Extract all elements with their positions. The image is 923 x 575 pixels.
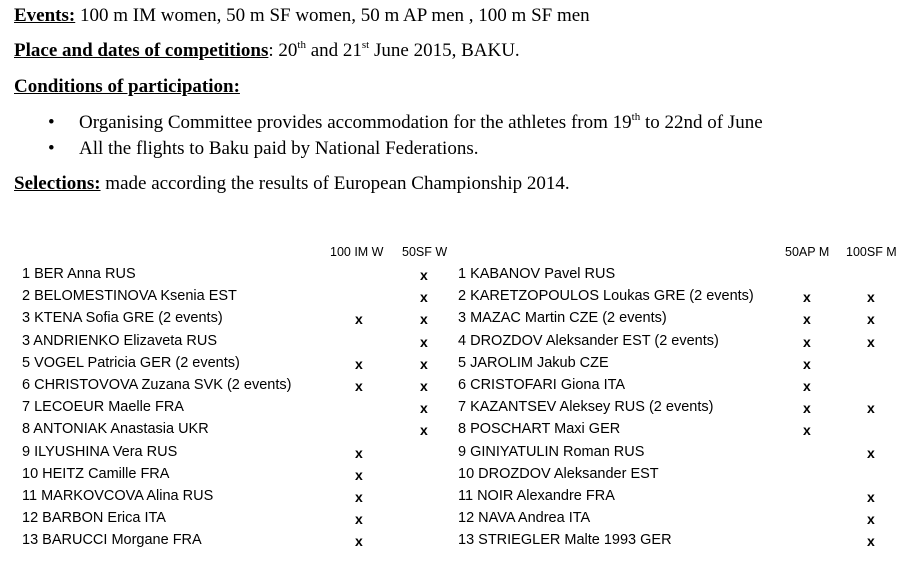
m-athlete-name: 10 DROZDOV Aleksander EST: [458, 465, 659, 482]
w-entry-mark-c1: x: [355, 533, 363, 550]
m-athlete-name: 2 KARETZOPOULOS Loukas GRE (2 events): [458, 288, 754, 305]
w-athlete-name: 13 BARUCCI Morgane FRA: [22, 532, 202, 549]
w-athlete-name: 11 MARKOVCOVA Alina RUS: [22, 488, 214, 504]
w-entry-mark-c1: x: [355, 378, 363, 394]
events-line: [14, 5, 590, 27]
w-athlete-name: 5 VOGEL Patricia GER (2 events): [22, 354, 240, 371]
events-text: 100 m IM women, 50 m SF women, 50 m AP men , 100 m SF men: [75, 5, 590, 26]
selections-line: [14, 173, 570, 195]
selections-text: made according the results of European Championship 2014.: [100, 173, 570, 194]
condition-text-1b: to 22nd of June: [640, 112, 763, 133]
place-line: [14, 40, 520, 62]
w-entry-mark-c2: x: [420, 267, 428, 283]
m-entry-mark-c1: x: [803, 378, 811, 394]
w-athlete-name: 12 BARBON Erica ITA: [22, 510, 166, 527]
m-athlete-name: 6 CRISTOFARI Giona ITA: [458, 377, 626, 393]
w-athlete-name: 3 ANDRIENKO Elizaveta RUS: [22, 332, 218, 349]
w-entry-mark-c2: x: [420, 289, 428, 306]
condition-sup: th: [631, 111, 641, 123]
m-entry-mark-c1: x: [803, 289, 811, 306]
w-entry-mark-c2: x: [420, 311, 428, 328]
w-athlete-name: 2 BELOMESTINOVA Ksenia EST: [22, 288, 237, 305]
selections-label: Selections:: [14, 173, 101, 194]
conditions-heading: [14, 76, 240, 98]
m-entry-mark-c2: x: [867, 289, 875, 306]
m-athlete-name: 3 MAZAC Martin CZE (2 events): [458, 310, 667, 327]
m-athlete-name: 11 NOIR Alexandre FRA: [458, 488, 615, 504]
condition-item-1: [48, 112, 763, 134]
m-entry-mark-c2: x: [867, 511, 875, 528]
m-entry-mark-c1: x: [803, 422, 811, 439]
col-header-100im-w: 100 IM W: [330, 245, 384, 259]
m-athlete-name: 7 KAZANTSEV Aleksey RUS (2 events): [458, 399, 714, 416]
m-entry-mark-c2: x: [867, 444, 875, 461]
bullet-icon: •: [48, 138, 55, 159]
place-sup2: st: [361, 39, 370, 51]
m-athlete-name: 9 GINIYATULIN Roman RUS: [458, 443, 645, 460]
place-label: Place and dates of competitions: [14, 40, 269, 61]
m-entry-mark-c2: x: [867, 533, 875, 550]
m-entry-mark-c1: x: [803, 311, 811, 328]
place-colon: : 20: [268, 40, 298, 61]
m-entry-mark-c1: x: [803, 400, 811, 417]
w-athlete-name: 1 BER Anna RUS: [22, 266, 136, 282]
w-entry-mark-c2: x: [420, 378, 428, 394]
m-athlete-name: 13 STRIEGLER Malte 1993 GER: [458, 532, 672, 549]
w-entry-mark-c1: x: [355, 489, 363, 505]
bullet-icon: •: [48, 112, 55, 133]
w-athlete-name: 9 ILYUSHINA Vera RUS: [22, 443, 178, 460]
w-athlete-name: 6 CHRISTOVOVA Zuzana SVK (2 events): [22, 377, 292, 393]
place-end: June 2015, BAKU.: [369, 40, 520, 61]
w-entry-mark-c2: x: [420, 422, 428, 439]
m-entry-mark-c2: x: [867, 311, 875, 328]
w-entry-mark-c1: x: [355, 311, 363, 328]
w-athlete-name: 8 ANTONIAK Anastasia UKR: [22, 421, 209, 438]
condition-text-2: All the flights to Baku paid by National Federations.: [79, 138, 479, 159]
conditions-label: Conditions of participation:: [14, 76, 240, 97]
w-entry-mark-c1: x: [355, 355, 363, 372]
condition-text-1a: Organising Committee provides accommodation for the athletes from 19: [79, 112, 632, 133]
col-header-50ap-m: 50AP M: [785, 245, 830, 259]
m-athlete-name: 1 KABANOV Pavel RUS: [458, 266, 616, 282]
place-sup1: th: [297, 39, 306, 51]
m-entry-mark-c1: x: [803, 355, 811, 372]
events-label: Events:: [14, 5, 76, 26]
w-entry-mark-c2: x: [420, 355, 428, 372]
w-athlete-name: 7 LECOEUR Maelle FRA: [22, 399, 184, 416]
w-athlete-name: 10 HEITZ Camille FRA: [22, 465, 170, 482]
m-athlete-name: 5 JAROLIM Jakub CZE: [458, 354, 609, 371]
col-header-50sf-w: 50SF W: [402, 245, 448, 259]
w-entry-mark-c2: x: [420, 333, 428, 350]
m-entry-mark-c1: x: [803, 333, 811, 350]
w-entry-mark-c1: x: [355, 511, 363, 528]
m-athlete-name: 8 POSCHART Maxi GER: [458, 421, 621, 438]
w-entry-mark-c2: x: [420, 400, 428, 417]
w-athlete-name: 3 KTENA Sofia GRE (2 events): [22, 310, 223, 327]
w-entry-mark-c1: x: [355, 444, 363, 461]
m-entry-mark-c2: x: [867, 489, 875, 505]
m-athlete-name: 4 DROZDOV Aleksander EST (2 events): [458, 332, 719, 349]
m-entry-mark-c2: x: [867, 333, 875, 350]
m-entry-mark-c2: x: [867, 400, 875, 417]
w-entry-mark-c1: x: [355, 466, 363, 483]
condition-item-2: [48, 138, 478, 160]
col-header-100sf-m: 100SF M: [846, 245, 897, 259]
m-athlete-name: 12 NAVA Andrea ITA: [458, 510, 591, 527]
place-mid: and 21: [305, 40, 362, 61]
